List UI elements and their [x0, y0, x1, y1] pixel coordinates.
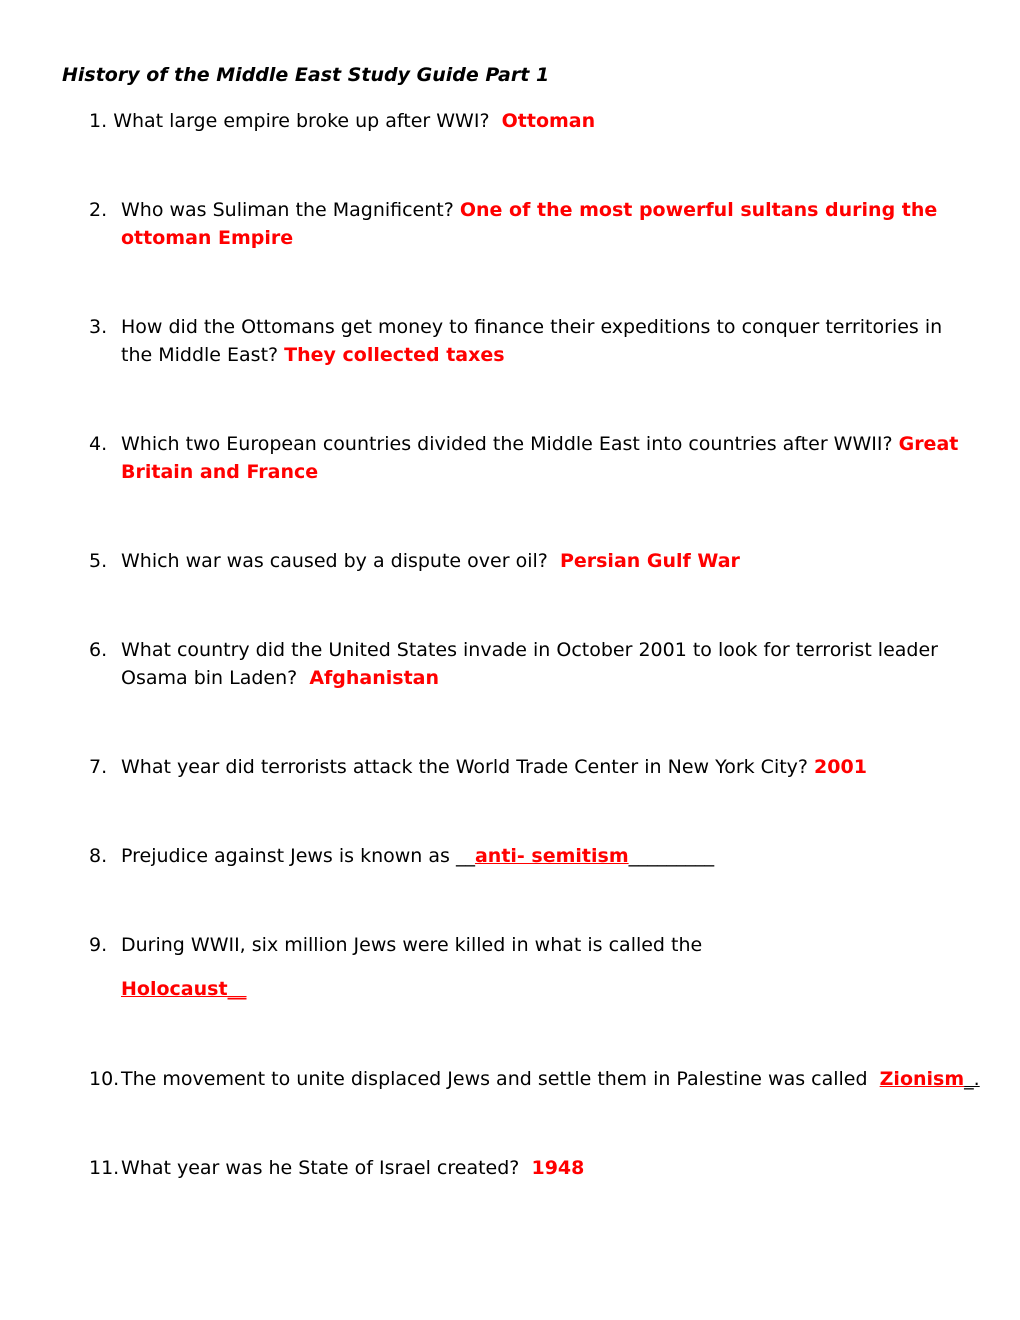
question-number: 1. [89, 110, 108, 132]
question-text: What year was he State of Israel created? [121, 1157, 520, 1179]
question-text: How did the Ottomans get money to finance their expeditions to conquer territories in the Middle East? [121, 316, 943, 366]
blank-after: __ [227, 978, 247, 1000]
question-text: Who was Suliman the Magnificent? [121, 199, 454, 221]
blank-before: __ [455, 845, 475, 867]
blank-after: _. [964, 1068, 980, 1090]
answer: 1948 [531, 1157, 585, 1179]
question-3 [89, 313, 969, 369]
answer: Ottoman [501, 110, 596, 132]
answer: anti- semitism [474, 845, 629, 867]
answer: One of the most powerful sultans during the ottoman Empire [121, 199, 938, 249]
question-text: Prejudice against Jews is known as [121, 845, 450, 867]
answer: Persian Gulf War [559, 550, 740, 572]
question-8 [89, 842, 969, 870]
answer: Great Britain and France [121, 433, 959, 483]
question-number: 2. [89, 199, 108, 221]
question-number: 8. [89, 845, 108, 867]
question-6 [89, 636, 969, 692]
answer: 2001 [814, 756, 867, 778]
question-text: During WWII, six million Jews were killed in what is called the [121, 934, 703, 956]
answer: They collected taxes [284, 344, 505, 366]
question-number: 4. [89, 433, 108, 455]
answer-9 [121, 978, 247, 1000]
question-number: 6. [89, 639, 108, 661]
answer: Holocaust [121, 978, 228, 1000]
question-7 [89, 753, 969, 781]
question-1 [89, 107, 969, 135]
question-11 [89, 1154, 969, 1182]
blank-after: _________ [628, 845, 715, 867]
question-text: What country did the United States invade in October 2001 to look for terrorist leader Osama bin Laden? [121, 639, 938, 689]
question-text: Which war was caused by a dispute over oil? [121, 550, 548, 572]
question-text: What year did terrorists attack the World Trade Center in New York City? [121, 756, 808, 778]
answer: Afghanistan [309, 667, 440, 689]
question-number: 9. [89, 934, 108, 956]
question-number: 5. [89, 550, 108, 572]
question-5 [89, 547, 969, 575]
question-10 [89, 1065, 989, 1093]
question-2 [89, 196, 969, 252]
question-9 [89, 931, 969, 959]
question-text: What large empire broke up after WWI? [113, 110, 490, 132]
question-4 [89, 430, 969, 486]
question-text: Which two European countries divided the Middle East into countries after WWII? [121, 433, 893, 455]
question-text: The movement to unite displaced Jews and settle them in Palestine was called [121, 1068, 868, 1090]
question-number: 11. [89, 1157, 120, 1179]
question-number: 7. [89, 756, 108, 778]
question-number: 3. [89, 316, 108, 338]
answer: Zionism [879, 1068, 965, 1090]
page-title: History of the Middle East Study Guide Part 1 [62, 64, 550, 86]
question-number: 10. [89, 1068, 120, 1090]
